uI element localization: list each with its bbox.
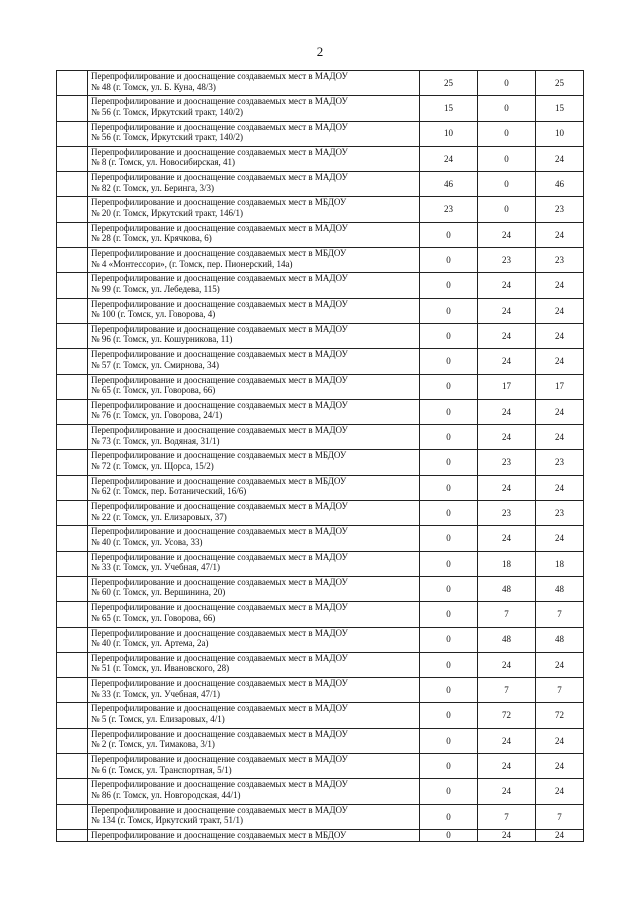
page-number: 2 (316, 44, 324, 59)
description-cell (88, 96, 420, 121)
value-cell-2: 0 (478, 146, 536, 171)
table-row (57, 652, 584, 677)
table-row (57, 146, 584, 171)
total-cell: 23 (536, 248, 584, 273)
description-line-2: № 134 (г. Томск, Иркутский тракт, 51/1) (91, 815, 244, 826)
table-row (57, 754, 584, 779)
value-cell-2: 24 (478, 829, 536, 841)
empty-cell (57, 248, 88, 273)
value-cell-1: 0 (420, 323, 478, 348)
description-cell (88, 323, 420, 348)
empty-cell (57, 475, 88, 500)
table-row (57, 829, 584, 841)
empty-cell (57, 678, 88, 703)
description-line-2: № 65 (г. Томск, ул. Говорова, 66) (91, 385, 216, 396)
value-cell-2: 0 (478, 121, 536, 146)
empty-cell (57, 450, 88, 475)
value-cell-2: 24 (478, 399, 536, 424)
table-row (57, 121, 584, 146)
total-cell: 23 (536, 501, 584, 526)
value-cell-1: 15 (420, 96, 478, 121)
value-cell-2: 0 (478, 71, 536, 96)
value-cell-2: 24 (478, 222, 536, 247)
description-line-1: Перепрофилирование и дооснащение создаваемых мест в МБДОУ (91, 248, 347, 259)
value-cell-1: 10 (420, 121, 478, 146)
table-row (57, 96, 584, 121)
total-cell: 48 (536, 627, 584, 652)
value-cell-1: 0 (420, 501, 478, 526)
empty-cell (57, 222, 88, 247)
description-line-1: Перепрофилирование и дооснащение создаваемых мест в МАДОУ (91, 273, 348, 284)
description-line-2: № 76 (г. Томск, ул. Говорова, 24/1) (91, 410, 223, 421)
total-cell: 24 (536, 222, 584, 247)
total-cell: 24 (536, 298, 584, 323)
total-cell: 24 (536, 652, 584, 677)
value-cell-1: 0 (420, 222, 478, 247)
description-line-1: Перепрофилирование и дооснащение создаваемых мест в МАДОУ (91, 678, 348, 689)
empty-cell (57, 728, 88, 753)
empty-cell (57, 273, 88, 298)
description-line-2: № 4 «Монтессори», (г. Томск, пер. Пионерский, 14а) (91, 258, 293, 269)
description-line-1: Перепрофилирование и дооснащение создаваемых мест в МАДОУ (91, 754, 348, 765)
empty-cell (57, 804, 88, 829)
total-cell: 17 (536, 374, 584, 399)
value-cell-2: 24 (478, 526, 536, 551)
value-cell-1: 0 (420, 248, 478, 273)
description-cell (88, 273, 420, 298)
description-line-1: Перепрофилирование и дооснащение создаваемых мест в МАДОУ (91, 146, 348, 157)
total-cell: 24 (536, 399, 584, 424)
empty-cell (57, 501, 88, 526)
total-cell: 24 (536, 323, 584, 348)
value-cell-2: 0 (478, 197, 536, 222)
total-cell: 72 (536, 703, 584, 728)
table-row (57, 172, 584, 197)
description-line-2: № 56 (г. Томск, Иркутский тракт, 140/2) (91, 132, 244, 143)
value-cell-2: 24 (478, 728, 536, 753)
total-cell: 23 (536, 197, 584, 222)
description-line-2: № 5 (г. Томск, ул. Елизаровых, 4/1) (91, 713, 225, 724)
value-cell-2: 24 (478, 273, 536, 298)
empty-cell (57, 349, 88, 374)
description-line-2: № 8 (г. Томск, ул. Новосибирская, 41) (91, 157, 236, 168)
total-cell: 24 (536, 146, 584, 171)
value-cell-1: 0 (420, 804, 478, 829)
empty-cell (57, 121, 88, 146)
description-line-1: Перепрофилирование и дооснащение создаваемых мест в МАДОУ (91, 779, 348, 790)
value-cell-1: 0 (420, 298, 478, 323)
value-cell-2: 7 (478, 804, 536, 829)
value-cell-2: 23 (478, 248, 536, 273)
description-line-1: Перепрофилирование и дооснащение создаваемых мест в МАДОУ (91, 425, 348, 436)
table-row (57, 703, 584, 728)
empty-cell (57, 146, 88, 171)
value-cell-1: 0 (420, 627, 478, 652)
total-cell: 23 (536, 450, 584, 475)
value-cell-1: 0 (420, 450, 478, 475)
value-cell-2: 72 (478, 703, 536, 728)
description-cell (88, 754, 420, 779)
total-cell: 7 (536, 602, 584, 627)
value-cell-2: 18 (478, 551, 536, 576)
description-cell (88, 627, 420, 652)
empty-cell (57, 829, 88, 841)
table-row (57, 678, 584, 703)
description-cell (88, 172, 420, 197)
description-line-2: № 40 (г. Томск, ул. Артема, 2а) (91, 638, 209, 649)
description-line-1: Перепрофилирование и дооснащение создаваемых мест в МАДОУ (91, 551, 348, 562)
description-line-1: Перепрофилирование и дооснащение создаваемых мест в МБДОУ (91, 450, 347, 461)
empty-cell (57, 652, 88, 677)
description-line-1: Перепрофилирование и дооснащение создаваемых мест в МАДОУ (91, 374, 348, 385)
description-line-2: № 51 (г. Томск, ул. Ивановского, 28) (91, 663, 230, 674)
empty-cell (57, 374, 88, 399)
description-line-2: № 33 (г. Томск, ул. Учебная, 47/1) (91, 688, 220, 699)
value-cell-2: 7 (478, 602, 536, 627)
description-line-1: Перепрофилирование и дооснащение создаваемых мест в МАДОУ (91, 121, 348, 132)
description-cell (88, 703, 420, 728)
empty-cell (57, 576, 88, 601)
total-cell: 24 (536, 526, 584, 551)
value-cell-1: 0 (420, 475, 478, 500)
table-row (57, 551, 584, 576)
value-cell-1: 0 (420, 602, 478, 627)
value-cell-2: 24 (478, 754, 536, 779)
description-cell (88, 551, 420, 576)
total-cell: 24 (536, 754, 584, 779)
empty-cell (57, 96, 88, 121)
description-line-2: № 48 (г. Томск, ул. Б. Куна, 48/3) (91, 81, 216, 92)
description-line-1: Перепрофилирование и дооснащение создаваемых мест в МАДОУ (91, 526, 348, 537)
description-cell (88, 71, 420, 96)
value-cell-2: 24 (478, 652, 536, 677)
value-cell-1: 0 (420, 678, 478, 703)
description-line-1: Перепрофилирование и дооснащение создаваемых мест в МБДОУ (91, 475, 347, 486)
description-line-1: Перепрофилирование и дооснащение создаваемых мест в МАДОУ (91, 349, 348, 360)
description-cell (88, 652, 420, 677)
total-cell: 24 (536, 273, 584, 298)
description-cell (88, 222, 420, 247)
description-line-1: Перепрофилирование и дооснащение создаваемых мест в МАДОУ (91, 652, 348, 663)
value-cell-2: 0 (478, 96, 536, 121)
description-cell (88, 829, 420, 841)
value-cell-1: 24 (420, 146, 478, 171)
description-cell (88, 475, 420, 500)
value-cell-2: 48 (478, 576, 536, 601)
empty-cell (57, 399, 88, 424)
description-line-1: Перепрофилирование и дооснащение создаваемых мест в МАДОУ (91, 703, 348, 714)
table-row (57, 627, 584, 652)
value-cell-1: 0 (420, 425, 478, 450)
description-line-2: № 60 (г. Томск, ул. Вершинина, 20) (91, 587, 226, 598)
total-cell: 24 (536, 829, 584, 841)
description-line-2: № 72 (г. Томск, ул. Щорса, 15/2) (91, 460, 214, 471)
description-line-2: № 20 (г. Томск, Иркутский тракт, 146/1) (91, 207, 244, 218)
description-line-2: № 62 (г. Томск, пер. Ботанический, 16/6) (91, 486, 247, 497)
description-line-2: № 22 (г. Томск, ул. Елизаровых, 37) (91, 511, 227, 522)
table-row (57, 526, 584, 551)
description-cell (88, 248, 420, 273)
table-body (57, 71, 584, 842)
description-line-1: Перепрофилирование и дооснащение создаваемых мест в МАДОУ (91, 172, 348, 183)
description-cell (88, 602, 420, 627)
value-cell-1: 46 (420, 172, 478, 197)
description-line-2: № 86 (г. Томск, ул. Новгородская, 44/1) (91, 789, 241, 800)
empty-cell (57, 551, 88, 576)
value-cell-2: 24 (478, 298, 536, 323)
value-cell-1: 0 (420, 728, 478, 753)
description-line-2: № 56 (г. Томск, Иркутский тракт, 140/2) (91, 106, 244, 117)
description-cell (88, 501, 420, 526)
empty-cell (57, 197, 88, 222)
value-cell-1: 0 (420, 399, 478, 424)
table-row (57, 728, 584, 753)
table-row (57, 197, 584, 222)
description-cell (88, 779, 420, 804)
value-cell-1: 23 (420, 197, 478, 222)
description-cell (88, 678, 420, 703)
value-cell-1: 0 (420, 349, 478, 374)
table-row (57, 349, 584, 374)
table-row (57, 804, 584, 829)
table-row (57, 450, 584, 475)
table-row (57, 602, 584, 627)
empty-cell (57, 71, 88, 96)
value-cell-2: 24 (478, 425, 536, 450)
value-cell-2: 48 (478, 627, 536, 652)
table-row (57, 475, 584, 500)
value-cell-2: 24 (478, 349, 536, 374)
description-line-2: № 99 (г. Томск, ул. Лебедева, 115) (91, 283, 220, 294)
description-cell (88, 399, 420, 424)
description-cell (88, 146, 420, 171)
empty-cell (57, 526, 88, 551)
empty-cell (57, 779, 88, 804)
empty-cell (57, 425, 88, 450)
value-cell-2: 24 (478, 779, 536, 804)
total-cell: 24 (536, 349, 584, 374)
empty-cell (57, 602, 88, 627)
description-cell (88, 298, 420, 323)
total-cell: 24 (536, 779, 584, 804)
value-cell-1: 0 (420, 703, 478, 728)
description-line-1: Перепрофилирование и дооснащение создаваемых мест в МАДОУ (91, 804, 348, 815)
description-line-1: Перепрофилирование и дооснащение создаваемых мест в МАДОУ (91, 222, 348, 233)
table-row (57, 779, 584, 804)
description-line-1: Перепрофилирование и дооснащение создаваемых мест в МАДОУ (91, 576, 348, 587)
empty-cell (57, 298, 88, 323)
table-row (57, 399, 584, 424)
table-row (57, 576, 584, 601)
value-cell-1: 0 (420, 829, 478, 841)
description-line-2: № 28 (г. Томск, ул. Крячкова, 6) (91, 233, 212, 244)
total-cell: 24 (536, 425, 584, 450)
description-line-1: Перепрофилирование и дооснащение создаваемых мест в МАДОУ (91, 298, 348, 309)
description-line-1: Перепрофилирование и дооснащение создаваемых мест в МБДОУ (91, 829, 347, 840)
value-cell-2: 17 (478, 374, 536, 399)
description-line-2: № 6 (г. Томск, ул. Транспортная, 5/1) (91, 764, 232, 775)
description-line-1: Перепрофилирование и дооснащение создаваемых мест в МАДОУ (91, 399, 348, 410)
value-cell-1: 0 (420, 754, 478, 779)
total-cell: 18 (536, 551, 584, 576)
table-row (57, 248, 584, 273)
value-cell-1: 0 (420, 273, 478, 298)
description-line-1: Перепрофилирование и дооснащение создаваемых мест в МАДОУ (91, 96, 348, 107)
table-row (57, 501, 584, 526)
description-cell (88, 804, 420, 829)
value-cell-1: 0 (420, 526, 478, 551)
description-cell (88, 450, 420, 475)
description-line-1: Перепрофилирование и дооснащение создаваемых мест в МАДОУ (91, 728, 348, 739)
value-cell-1: 0 (420, 576, 478, 601)
total-cell: 46 (536, 172, 584, 197)
description-line-1: Перепрофилирование и дооснащение создаваемых мест в МАДОУ (91, 323, 348, 334)
description-line-1: Перепрофилирование и дооснащение создаваемых мест в МАДОУ (91, 627, 348, 638)
table-row (57, 374, 584, 399)
description-cell (88, 349, 420, 374)
description-line-2: № 2 (г. Томск, ул. Тимакова, 3/1) (91, 739, 215, 750)
description-cell (88, 728, 420, 753)
description-cell (88, 526, 420, 551)
description-line-1: Перепрофилирование и дооснащение создаваемых мест в МАДОУ (91, 71, 348, 81)
total-cell: 24 (536, 475, 584, 500)
empty-cell (57, 627, 88, 652)
empty-cell (57, 754, 88, 779)
description-line-2: № 73 (г. Томск, ул. Водяная, 31/1) (91, 435, 220, 446)
description-line-2: № 33 (г. Томск, ул. Учебная, 47/1) (91, 562, 220, 573)
total-cell: 48 (536, 576, 584, 601)
description-line-2: № 100 (г. Томск, ул. Говорова, 4) (91, 309, 216, 320)
total-cell: 24 (536, 728, 584, 753)
empty-cell (57, 172, 88, 197)
table-row (57, 323, 584, 348)
total-cell: 25 (536, 71, 584, 96)
value-cell-1: 25 (420, 71, 478, 96)
description-cell (88, 425, 420, 450)
table-row (57, 298, 584, 323)
description-cell (88, 121, 420, 146)
description-line-2: № 82 (г. Томск, ул. Беринга, 3/3) (91, 182, 215, 193)
description-cell (88, 374, 420, 399)
description-line-1: Перепрофилирование и дооснащение создаваемых мест в МБДОУ (91, 197, 347, 208)
total-cell: 10 (536, 121, 584, 146)
description-line-2: № 57 (г. Томск, ул. Смирнова, 34) (91, 359, 220, 370)
value-cell-2: 7 (478, 678, 536, 703)
description-cell (88, 576, 420, 601)
value-cell-2: 23 (478, 501, 536, 526)
description-line-2: № 96 (г. Томск, ул. Кошурникова, 11) (91, 334, 233, 345)
table-row (57, 222, 584, 247)
value-cell-1: 0 (420, 652, 478, 677)
total-cell: 15 (536, 96, 584, 121)
table-row (57, 425, 584, 450)
description-line-2: № 65 (г. Томск, ул. Говорова, 66) (91, 612, 216, 623)
total-cell: 7 (536, 804, 584, 829)
value-cell-1: 0 (420, 551, 478, 576)
description-cell (88, 197, 420, 222)
table-row (57, 71, 584, 96)
value-cell-2: 24 (478, 323, 536, 348)
empty-cell (57, 323, 88, 348)
empty-cell (57, 703, 88, 728)
value-cell-1: 0 (420, 779, 478, 804)
value-cell-1: 0 (420, 374, 478, 399)
value-cell-2: 24 (478, 475, 536, 500)
description-line-1: Перепрофилирование и дооснащение создаваемых мест в МАДОУ (91, 501, 348, 512)
description-line-2: № 40 (г. Томск, ул. Усова, 33) (91, 536, 203, 547)
total-cell: 7 (536, 678, 584, 703)
value-cell-2: 0 (478, 172, 536, 197)
table-row (57, 273, 584, 298)
value-cell-2: 23 (478, 450, 536, 475)
description-line-1: Перепрофилирование и дооснащение создаваемых мест в МАДОУ (91, 602, 348, 613)
places-table (56, 70, 584, 842)
